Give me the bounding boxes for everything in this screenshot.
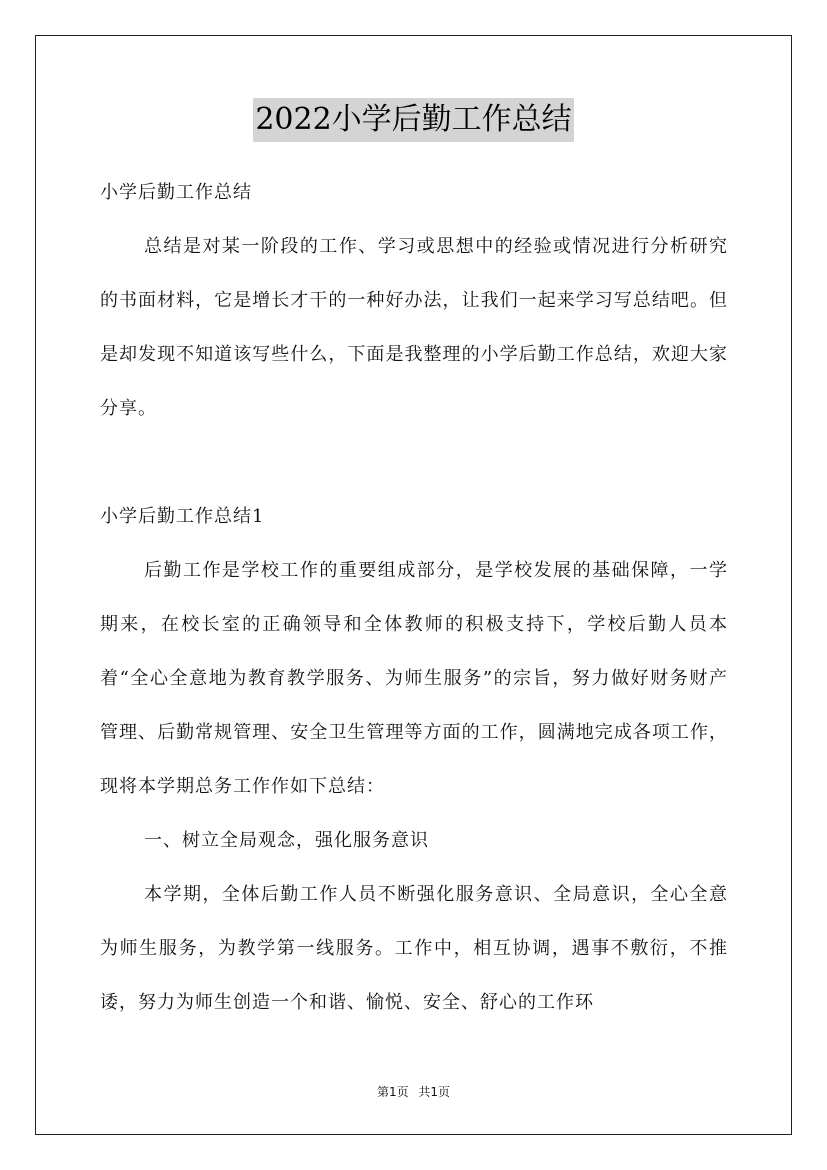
body-paragraph-2: 本学期，全体后勤工作人员不断强化服务意识、全局意识，全心全意为师生服务，为教学第一线服务。工作中，相互协调，遇事不敷衍，不推诿，努力为师生创造一个和谐、愉悦、安全、舒心的工作环 [100,884,728,1013]
page-total: 共1页 [418,1085,451,1099]
document-subtitle: 小学后勤工作总结 [100,182,252,203]
title-text: 2022小学后勤工作总结 [253,98,573,142]
document-title [0,98,827,142]
point-heading-1: 一、树立全局观念，强化服务意识 [144,830,429,851]
page-number: 第1页 [376,1085,409,1099]
section-heading: 小学后勤工作总结1 [100,506,265,527]
page-footer [0,1083,827,1100]
body-paragraph-1: 后勤工作是学校工作的重要组成部分，是学校发展的基础保障，一学期来，在校长室的正确领导和全体教师的积极支持下，学校后勤人员本着“全心全意地为教育教学服务、为师生服务”的宗旨，努力做好财务财产管理、后勤常规管理、安全卫生管理等方面的工作，圆满地完成各项工作，现将本学期总务工作作如下总结： [100,560,728,797]
intro-paragraph: 总结是对某一阶段的工作、学习或思想中的经验或情况进行分析研究的书面材料，它是增长才干的一种好办法，让我们一起来学习写总结吧。但是却发现不知道该写些什么，下面是我整理的小学后勤工作总结，欢迎大家分享。 [100,236,728,419]
